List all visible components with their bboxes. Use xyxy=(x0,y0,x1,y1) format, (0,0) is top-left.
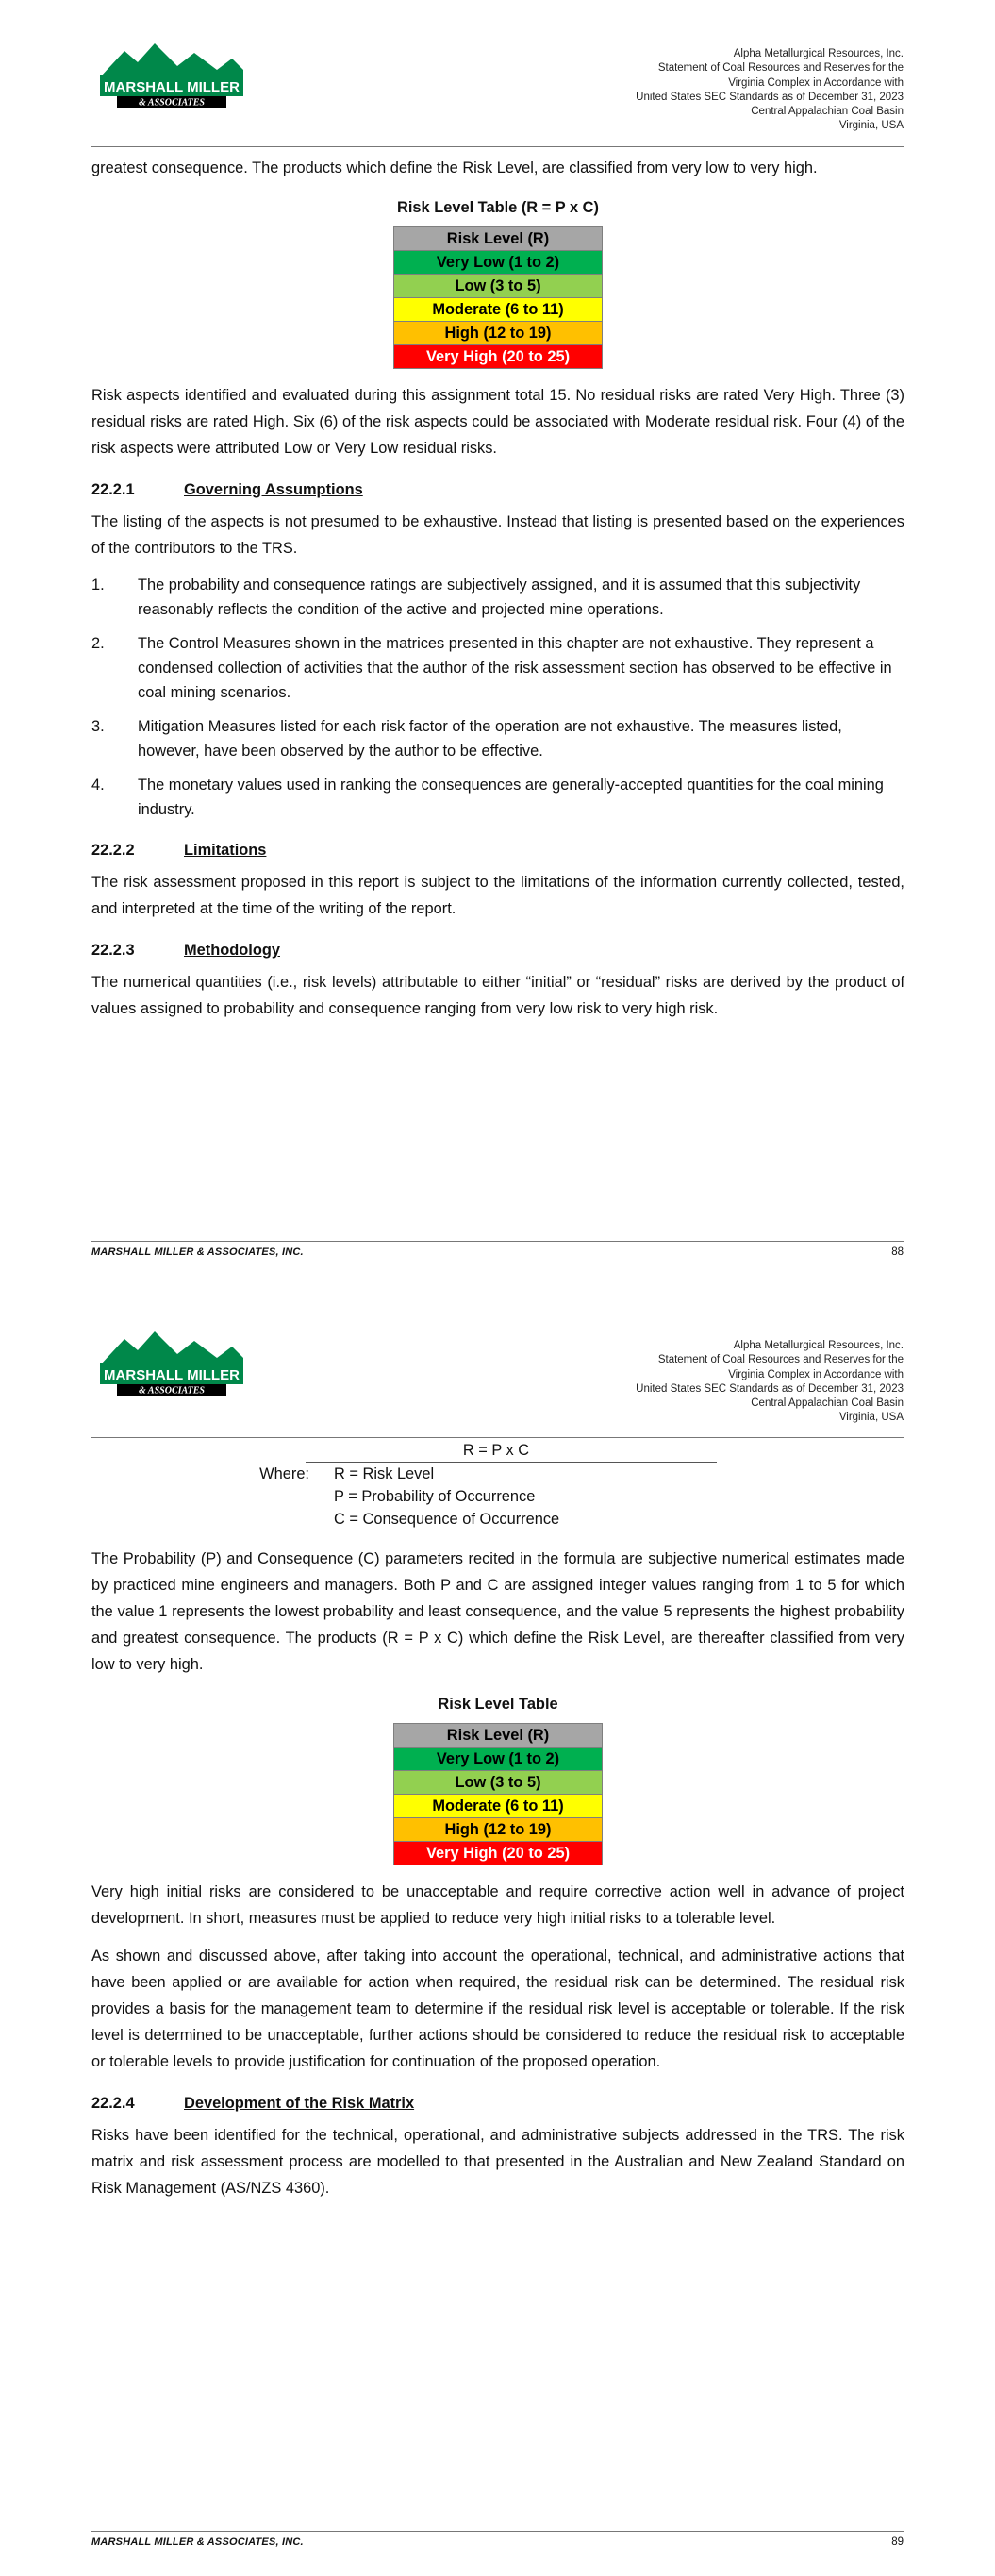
section-number: 22.2.4 xyxy=(91,2095,135,2112)
list-number: 4. xyxy=(91,777,105,794)
header-divider xyxy=(91,146,904,147)
header-divider xyxy=(91,1437,904,1438)
risk-level-table xyxy=(393,226,603,369)
list-item xyxy=(91,773,904,822)
very-high-risk-paragraph: Very high initial risks are considered to be unacceptable and require corrective action well in advance of project development. In short, measures must be applied to reduce very high initial risks to a tolerable level. xyxy=(91,1883,904,1927)
formula-equation: R = P x C xyxy=(306,1439,717,1463)
risk-table-header: Risk Level (R) xyxy=(394,227,603,251)
header-line: Virginia Complex in Accordance with xyxy=(728,1368,904,1380)
svg-text:MARSHALL MILLER: MARSHALL MILLER xyxy=(104,79,240,95)
residual-risk-paragraph: As shown and discussed above, after taking into account the operational, technical, and administrative actions that have been applied or are available for action when required, the residual risk can be determined. The residual risk provides a basis for the management team to determine if the residual risk level is acceptable or tolerable. If the risk level is determined to be unacceptable, further actions should be considered to reduce the residual risk to acceptable or tolerable levels to provide justification for continuation of the proposed operation. xyxy=(91,1948,904,2070)
section-title: Methodology xyxy=(184,942,280,959)
risk-row-low: Low (3 to 5) xyxy=(394,275,603,298)
risk-row-high: High (12 to 19) xyxy=(394,322,603,345)
footer-divider xyxy=(91,1241,904,1242)
header-line: Statement of Coal Resources and Reserves for the xyxy=(657,62,904,75)
intro-paragraph: greatest consequence. The products which define the Risk Level, are classified from very low to very high. xyxy=(91,159,818,176)
section-title: Limitations xyxy=(184,842,267,859)
risk-matrix-paragraph: Risks have been identified for the technical, operational, and administrative subjects addressed in the TRS. The risk matrix and risk assessment process are modelled to that presented in the Australian and New Zealand Standard on Risk Management (AS/NZS 4360). xyxy=(91,2127,904,2197)
formula-definition: C = Consequence of Occurrence xyxy=(334,1511,560,1528)
risk-row-very-low: Very Low (1 to 2) xyxy=(394,1748,603,1771)
header-line: Alpha Metallurgical Resources, Inc. xyxy=(733,1340,904,1351)
header-line: Virginia, USA xyxy=(838,120,904,132)
section-number: 22.2.1 xyxy=(91,481,135,498)
risk-summary-paragraph: Risk aspects identified and evaluated during this assignment total 15. No residual risks are rated Very High. Three (3) residual risks are rated High. Six (6) of the risk aspects could be associated with Moderate residual risk. Four (4) of the risk aspects were attributed Low or Very Low residual risks. xyxy=(91,387,904,457)
section-heading-22-2-4 xyxy=(91,2090,904,2116)
risk-table-title: Risk Level Table xyxy=(438,1696,558,1713)
header-line: Central Appalachian Coal Basin xyxy=(751,106,904,118)
list-item xyxy=(91,714,904,763)
company-logo xyxy=(96,1326,247,1397)
formula-definition: P = Probability of Occurrence xyxy=(334,1488,536,1505)
header-line: Virginia, USA xyxy=(838,1412,904,1424)
section-title: Development of the Risk Matrix xyxy=(184,2095,415,2112)
limitations-paragraph: The risk assessment proposed in this report is subject to the limitations of the information currently collected, tested, and interpreted at the time of the writing of the report. xyxy=(91,874,904,917)
footer-company: MARSHALL MILLER & ASSOCIATES, INC. xyxy=(91,2536,304,2548)
footer-company: MARSHALL MILLER & ASSOCIATES, INC. xyxy=(91,1246,304,1258)
header-line: United States SEC Standards as of December 31, 2023 xyxy=(636,91,904,103)
probability-consequence-paragraph: The Probability (P) and Consequence (C) parameters recited in the formula are subjective numerical estimates made by practiced mine engineers and managers. Both P and C are assigned integer values ranging from 1 to 5 for which the value 1 represents the lowest probability and least consequence, and the value 5 represents the highest probability and greatest consequence. The products (R = P x C) which define the Risk Level, are thereafter classified from very low to very high. xyxy=(91,1550,904,1673)
section-title: Governing Assumptions xyxy=(184,481,363,498)
header-line: Central Appalachian Coal Basin xyxy=(751,1397,904,1410)
section-heading-22-2-2 xyxy=(91,837,904,863)
report-header xyxy=(636,1339,904,1426)
list-number: 1. xyxy=(91,577,105,594)
risk-row-very-high: Very High (20 to 25) xyxy=(394,345,603,369)
list-item xyxy=(91,631,904,705)
svg-text:& ASSOCIATES: & ASSOCIATES xyxy=(139,1385,205,1397)
header-line: Statement of Coal Resources and Reserves for the xyxy=(657,1354,904,1366)
risk-table-header: Risk Level (R) xyxy=(394,1724,603,1748)
formula-definition: R = Risk Level xyxy=(334,1465,435,1482)
assumptions-intro: The listing of the aspects is not presumed to be exhaustive. Instead that listing is presented based on the experiences of the contributors to the TRS. xyxy=(91,513,904,557)
risk-table-title: Risk Level Table (R = P x C) xyxy=(397,199,599,216)
page-88-body xyxy=(91,155,904,1033)
risk-formula xyxy=(211,1439,717,1531)
document-page-89 xyxy=(0,1288,995,2576)
svg-text:& ASSOCIATES: & ASSOCIATES xyxy=(139,97,205,109)
header-line: Virginia Complex in Accordance with xyxy=(728,76,904,89)
list-text: The Control Measures shown in the matrices presented in this chapter are not exhaustive. They represent a condensed collection of activities that the author of the risk assessment section has observed to be effective in coal mining scenarios. xyxy=(138,635,892,701)
risk-row-very-high: Very High (20 to 25) xyxy=(394,1842,603,1865)
section-number: 22.2.2 xyxy=(91,842,135,859)
risk-row-moderate: Moderate (6 to 11) xyxy=(394,1795,603,1818)
risk-level-table xyxy=(393,1723,603,1865)
company-logo xyxy=(96,38,247,109)
risk-row-low: Low (3 to 5) xyxy=(394,1771,603,1795)
section-heading-22-2-3 xyxy=(91,937,904,963)
list-number: 2. xyxy=(91,635,105,652)
list-text: The probability and consequence ratings are subjectively assigned, and it is assumed that this subjectivity reasonably reflects the condition of the active and projected mine operations. xyxy=(138,577,861,618)
risk-row-moderate: Moderate (6 to 11) xyxy=(394,298,603,322)
assumptions-list xyxy=(91,573,904,822)
risk-row-high: High (12 to 19) xyxy=(394,1818,603,1842)
list-item xyxy=(91,573,904,622)
risk-row-very-low: Very Low (1 to 2) xyxy=(394,251,603,275)
report-header xyxy=(636,47,904,134)
section-number: 22.2.3 xyxy=(91,942,135,959)
footer-divider xyxy=(91,2531,904,2532)
methodology-paragraph: The numerical quantities (i.e., risk levels) attributable to either “initial” or “residual” risks are derived by the product of values assigned to probability and consequence ranging from very low risk to very high risk. xyxy=(91,974,904,1017)
page-89-body xyxy=(91,1439,904,2213)
section-heading-22-2-1 xyxy=(91,477,904,503)
list-text: The monetary values used in ranking the consequences are generally-accepted quantities for the coal mining industry. xyxy=(138,777,884,818)
list-number: 3. xyxy=(91,718,105,735)
page-number: 88 xyxy=(891,1246,904,1258)
header-line: United States SEC Standards as of December 31, 2023 xyxy=(636,1382,904,1395)
header-line: Alpha Metallurgical Resources, Inc. xyxy=(733,48,904,59)
formula-where-label: Where: xyxy=(259,1465,309,1482)
list-text: Mitigation Measures listed for each risk factor of the operation are not exhaustive. The measures listed, however, have been observed by the author to be effective. xyxy=(138,718,842,760)
svg-text:MARSHALL MILLER: MARSHALL MILLER xyxy=(104,1367,240,1383)
page-number: 89 xyxy=(891,2536,904,2548)
